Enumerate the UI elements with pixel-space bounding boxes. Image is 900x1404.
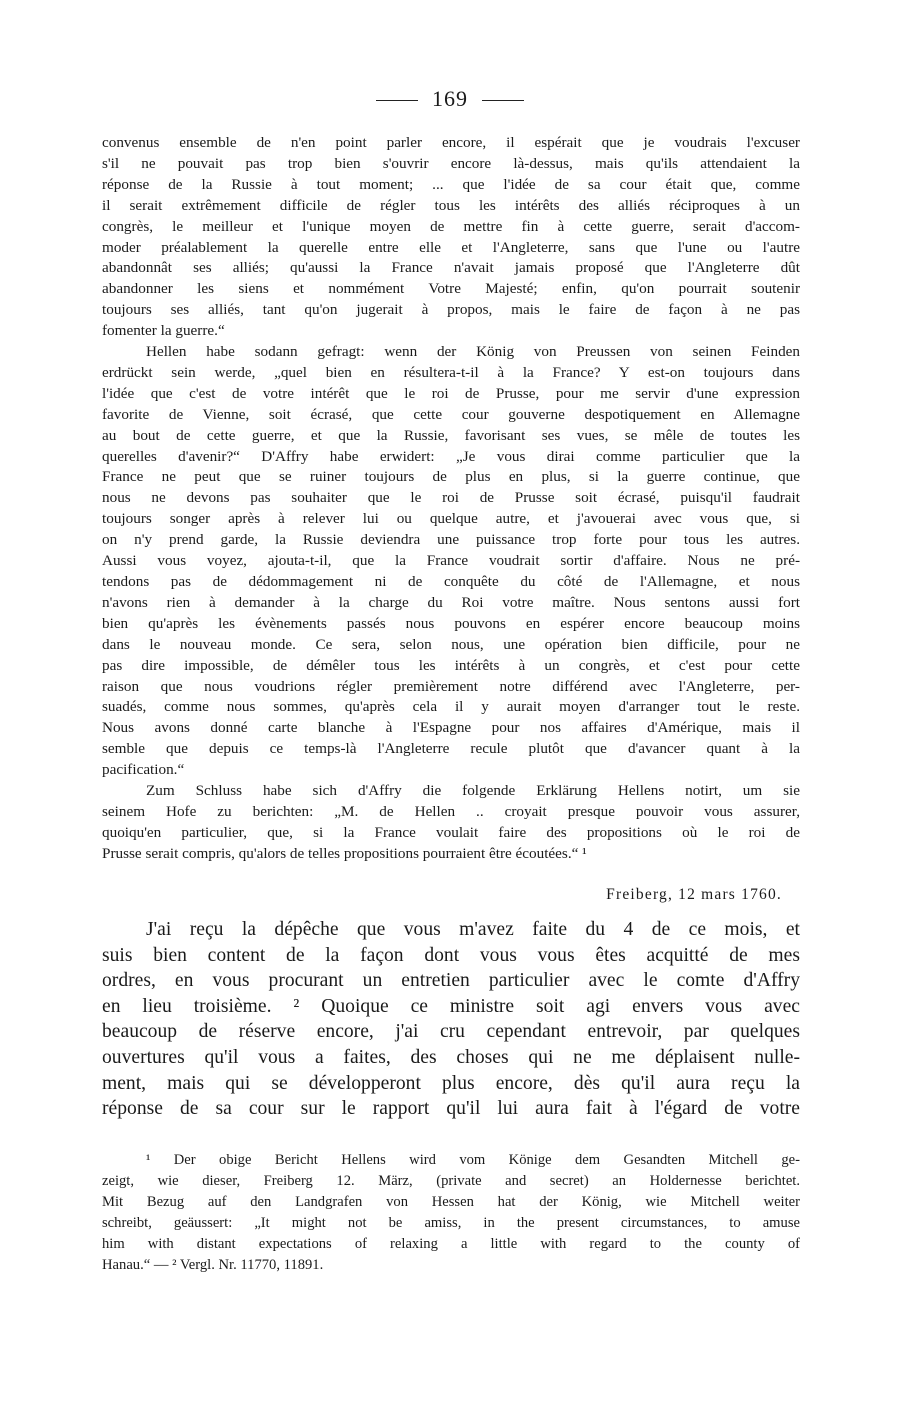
letter-body: [102, 917, 800, 1122]
text-line: moder préalablement la querelle entre elle et l'Angleterre, sans que l'une ou l'autre: [102, 238, 800, 256]
text-line: semble que depuis ce temps-là l'Angleterre recule plutôt que d'avancer quant à la: [102, 740, 800, 758]
text-line: suadés, comme nous sommes, qu'après cela il y aurait moyen d'arranger tout le reste.: [102, 698, 800, 716]
text-line: congrès, le meilleur et l'unique moyen de mettre fin à cette guerre, serait d'accom-: [102, 217, 800, 235]
text-line: France ne peut que se ruiner toujours de plus en plus, si la guerre continue, que: [102, 468, 800, 486]
text-line: querelles d'avenir?“ D'Affry habe erwidert: „Je vous dirai comme particulier que la: [102, 447, 800, 465]
text-line: toujours ses alliés, tant qu'on jugerait à propos, mais le faire de façon à ne pas: [102, 301, 800, 319]
header-rule-left: [376, 100, 418, 101]
text-line: au bout de cette guerre, et que la Russie, favorisant ses vues, se mêle de toutes les: [102, 426, 800, 444]
footnote-line: ¹ Der obige Bericht Hellens wird vom Könige dem Gesandten Mitchell ge-: [146, 1152, 800, 1168]
text-line: nous ne devons pas souhaiter que le roi de Prusse soit écrasé, puisqu'il faudrait: [102, 489, 800, 507]
text-line: ment, mais qui se développeront plus encore, dès qu'il aura reçu la: [102, 1072, 800, 1094]
text-line: abandonnât ses alliés; qu'aussi la France n'avait jamais proposé que l'Angleterre dût: [102, 259, 800, 277]
text-line: seinem Hofe zu berichten: „M. de Hellen .. croyait presque pouvoir vous assurer,: [102, 802, 800, 820]
text-line: n'avons rien à demander à la charge du Roi votre maître. Nous sentons aussi fort: [102, 593, 800, 611]
footnote-line: Hanau.“ — ² Vergl. Nr. 11770, 11891.: [102, 1257, 324, 1273]
text-line: beaucoup de réserve encore, j'ai cru cependant entrevoir, par quelques: [102, 1021, 800, 1043]
text-line: pas dire impossible, de démêler tous les intérêts à un congrès, et c'est pour cette: [102, 656, 800, 674]
text-line: abandonner les siens et nommément Votre Majesté; enfin, qu'on pourrait soutenir: [102, 280, 800, 298]
footnote-line: him with distant expectations of relaxing a little with regard to the county of: [102, 1236, 800, 1252]
text-line: pacification.“: [102, 761, 185, 779]
text-line: bien qu'après les évènements passés nous pouvons en espérer encore beaucoup moins: [102, 614, 800, 632]
text-line: fomenter la guerre.“: [102, 322, 225, 340]
footnote-line: schreibt, geäussert: „It might not be amiss, in the present circumstances, to amuse: [102, 1215, 800, 1231]
page-header: [0, 86, 900, 112]
text-line: Prusse serait compris, qu'alors de telles propositions pourraient être écoutées.“ ¹: [102, 844, 587, 862]
text-line: il serait extrêmement difficile de régler tous les intérêts des alliés réciproques à un: [102, 196, 800, 214]
text-line: l'idée que c'est de votre intérêt que le roi de Prusse, pour me servir d'une expression: [102, 384, 800, 402]
text-line: réponse de sa cour sur le rapport qu'il lui aura fait à l'égard de votre: [102, 1098, 800, 1120]
report-paragraph-2: [102, 342, 800, 781]
page-number: 169: [432, 86, 468, 111]
text-line: Zum Schluss habe sich d'Affry die folgende Erklärung Hellens notirt, um sie: [146, 782, 800, 799]
header-rule-right: [482, 100, 524, 101]
text-line: ouvertures qu'il vous a faites, des choses qui ne me déplaisent nulle-: [102, 1046, 800, 1068]
text-line: suis bien content de la façon dont vous vous êtes acquitté de mes: [102, 944, 800, 966]
text-line: favorite de Vienne, soit écrasé, que cette cour gouverne despotiquement en Allemagne: [102, 405, 800, 423]
report-paragraph-1: [102, 133, 800, 342]
text-line: s'il ne pouvait pas trop bien s'ouvrir encore là-dessus, mais qu'ils attendaient la: [102, 154, 800, 172]
footnote-line: zeigt, wie dieser, Freiberg 12. März, (private and secret) an Holdernesse berichtet.: [102, 1173, 800, 1189]
text-line: Nous avons donné carte blanche à l'Espagne pour nos affaires d'Amérique, mais il: [102, 719, 800, 737]
text-line: dans le nouveau monde. Ce sera, selon nous, une opération bien difficile, pour ne: [102, 635, 800, 653]
text-line: en lieu troisième. ² Quoique ce ministre soit agi envers vous avec: [102, 995, 800, 1017]
letter-date: Freiberg, 12 mars 1760.: [606, 886, 782, 903]
text-line: Aussi vous voyez, ajouta-t-il, que la France voudrait sortir d'affaire. Nous ne pré-: [102, 552, 800, 570]
text-line: on n'y prend garde, la Russie deviendra une puissance trop forte pour tous les autres.: [102, 531, 800, 549]
text-line: raison que nous voudrions régler premièrement notre différend avec l'Angleterre, per-: [102, 677, 800, 695]
report-paragraph-3: [102, 781, 800, 865]
text-line: ordres, en vous procurant un entretien particulier avec le comte d'Affry: [102, 970, 800, 992]
text-line: Hellen habe sodann gefragt: wenn der König von Preussen von seinen Feinden: [146, 343, 800, 360]
text-line: quoiqu'en particulier, que, si la France voulait faire des propositions où le roi de: [102, 823, 800, 841]
footnote-line: Mit Bezug auf den Landgrafen von Hessen hat der König, wie Mitchell weiter: [102, 1194, 800, 1210]
text-line: erdrückt sein werde, „quel bien en résultera-t-il à la France? Y est-on toujours dans: [102, 363, 800, 381]
text-line: toujours songer après à relever lui ou quelque autre, et j'avouerai avec vous que, si: [102, 510, 800, 528]
text-line: tendons pas de dédommagement ni de conquête du côté de l'Allemagne, et nous: [102, 572, 800, 590]
footnotes: [102, 1150, 800, 1276]
text-line: J'ai reçu la dépêche que vous m'avez faite du 4 de ce mois, et: [146, 919, 800, 940]
text-line: réponse de la Russie à tout moment; ... que l'idée de sa cour était que, comme: [102, 175, 800, 193]
text-line: convenus ensemble de n'en point parler encore, il espérait que je voudrais l'excuser: [102, 134, 800, 151]
